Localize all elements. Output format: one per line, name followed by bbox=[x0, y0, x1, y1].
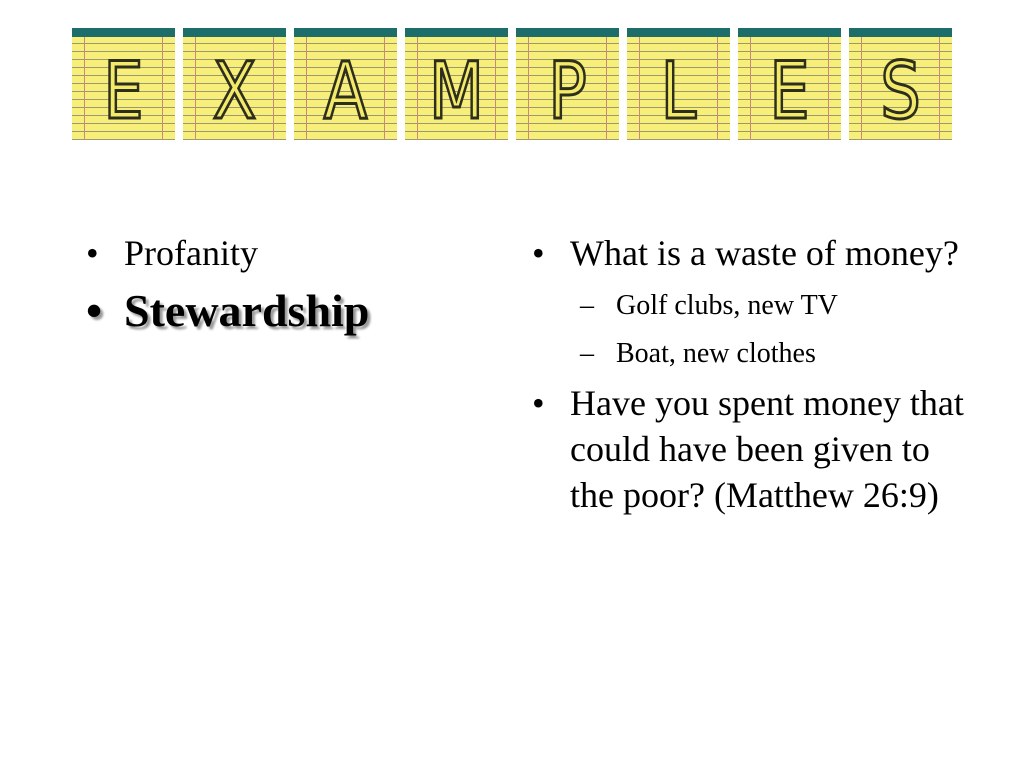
bullet-text-profanity: Profanity bbox=[124, 233, 258, 273]
dash-icon: – bbox=[580, 338, 594, 369]
list-item bbox=[86, 230, 446, 276]
bullet-icon: • bbox=[86, 285, 103, 336]
title-tile bbox=[738, 28, 841, 140]
list-item bbox=[86, 284, 446, 338]
right-bullet-list bbox=[532, 230, 972, 518]
sub-bullet-list bbox=[532, 282, 972, 378]
title-letter: P bbox=[548, 47, 587, 137]
bullet-icon: • bbox=[86, 233, 99, 273]
title-letter: E bbox=[769, 47, 810, 137]
left-column bbox=[86, 230, 446, 346]
bullet-icon: • bbox=[532, 233, 545, 273]
sub-list-item bbox=[572, 282, 972, 330]
sub-item-text: Golf clubs, new TV bbox=[616, 290, 838, 321]
examples-title-banner bbox=[72, 28, 952, 140]
title-tile bbox=[849, 28, 952, 140]
title-letter: X bbox=[212, 47, 257, 137]
bullet-text-waste-question: What is a waste of money? bbox=[570, 233, 959, 273]
title-tile bbox=[72, 28, 175, 140]
title-tile bbox=[183, 28, 286, 140]
bullet-icon: • bbox=[532, 383, 545, 423]
left-bullet-list bbox=[86, 230, 446, 338]
bullet-text-spent-money-question: Have you spent money that could have been given to the poor? (Matthew 26:9) bbox=[570, 383, 964, 515]
title-letter: E bbox=[103, 47, 144, 137]
title-letter: L bbox=[660, 47, 697, 137]
sub-list-item bbox=[572, 330, 972, 378]
bullet-text-stewardship: Stewardship bbox=[124, 285, 370, 336]
list-item bbox=[532, 380, 972, 518]
list-item bbox=[532, 230, 972, 276]
title-letter: S bbox=[880, 47, 921, 137]
title-tile bbox=[405, 28, 508, 140]
title-tile bbox=[294, 28, 397, 140]
sub-item-text: Boat, new clothes bbox=[616, 338, 816, 369]
right-column bbox=[532, 230, 972, 524]
title-tile bbox=[627, 28, 730, 140]
dash-icon: – bbox=[580, 290, 594, 321]
title-letter: A bbox=[323, 47, 368, 137]
title-tile bbox=[516, 28, 619, 140]
sub-list-container bbox=[532, 282, 972, 378]
title-letter: M bbox=[428, 47, 485, 137]
